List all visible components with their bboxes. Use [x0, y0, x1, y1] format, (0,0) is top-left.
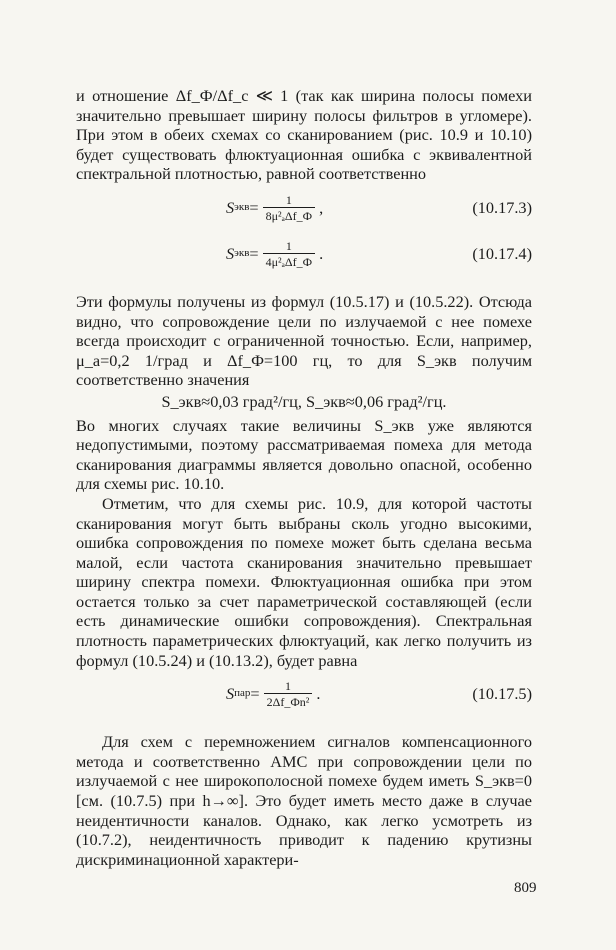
eq1-equals: = [249, 198, 259, 218]
eq3-equals: = [250, 684, 260, 704]
eq2-sub: экв [234, 247, 250, 260]
page-number: 809 [514, 880, 537, 896]
eq1-label: (10.17.3) [472, 197, 532, 217]
eq1-lhs: S [226, 198, 235, 218]
eq1-sub: экв [234, 201, 250, 214]
eq1-denominator: 8μ²ₐΔf_Ф [263, 207, 316, 223]
eq2-denominator: 4μ²ₐΔf_Ф [263, 253, 316, 269]
eq1-tail: , [319, 198, 324, 218]
eq3-tail: . [316, 684, 321, 704]
paragraph-2: Эти формулы получены из формул (10.5.17) и (10.5.22). Отсюда видно, что сопровождение цели по излучаемой с нее помехе всегда происходит с ограниченной точностью. Если, например, μ_a=0,2 1/град и Δf_Ф=100 гц, то для S_экв получим соответственно значения [76, 291, 532, 390]
eq2-numerator: 1 [285, 238, 292, 253]
eq1-numerator: 1 [285, 192, 292, 207]
paragraph-1: и отношение Δf_Ф/Δf_c ≪ 1 (так как ширина полосы помехи значительно превышает ширину полосы фильтров в угломере). При этом в обеих схемах со сканированием (рис. 10.9 и 10.10) будет существовать флюктуационная ошибка с эквивалентной спектральной плотностью, равной соответственно [76, 86, 532, 184]
page-body [76, 86, 532, 869]
eq2-equals: = [249, 244, 259, 264]
eq3-fraction [264, 679, 313, 709]
eq3-sub: пар [234, 687, 251, 700]
equation-10-17-3 [76, 186, 532, 230]
inline-formula: S_экв≈0,03 град²/гц, S_экв≈0,06 град²/гц. [161, 391, 447, 411]
eq2-tail: . [319, 244, 324, 264]
equation-10-17-4 [76, 232, 532, 276]
eq3-lhs: S [226, 684, 235, 704]
spacer [76, 718, 532, 732]
paragraph-5: Для схем с перемножением сигналов компенсационного метода и соответственно АМС при сопровождении цели по излучаемой с нее широкополосной помехе будем иметь S_экв=0 [см. (10.7.5) при h→∞]. Это будет иметь место даже в случае неидентичности каналов. Однако, как легко усмотреть из (10.7.2), неидентичность приводит к падению крутизны дискриминационной характери- [76, 732, 532, 869]
eq2-lhs: S [226, 244, 235, 264]
spacer [76, 278, 532, 292]
equation-10-17-5 [76, 672, 532, 716]
eq3-label: (10.17.5) [472, 684, 532, 704]
eq2-label: (10.17.4) [472, 243, 532, 263]
eq2-fraction [263, 239, 316, 269]
eq3-numerator: 1 [285, 679, 291, 694]
eq1-fraction [263, 193, 316, 223]
paragraph-4: Отметим, что для схемы рис. 10.9, для которой частоты сканирования могут быть выбраны сколь угодно высокими, ошибка сопровождения по помехе может быть сделана весьма малой, если частота сканирования значительно превышает ширину спектра помехи. Флюктуационная ошибка при этом остается только за счет параметрической составляющей (если есть динамические ошибки сопровождения). Спектральная плотность параметрических флюктуаций, как легко получить из формул (10.5.24) и (10.13.2), будет равна [76, 493, 532, 670]
eq3-denominator: 2Δf_Фn² [264, 693, 313, 709]
paragraph-3: Во многих случаях такие величины S_экв уже являются недопустимыми, поэтому рассматриваемая помеха для метода сканирования диаграммы является довольно опасной, особенно для схемы рис. 10.10. [76, 415, 532, 494]
